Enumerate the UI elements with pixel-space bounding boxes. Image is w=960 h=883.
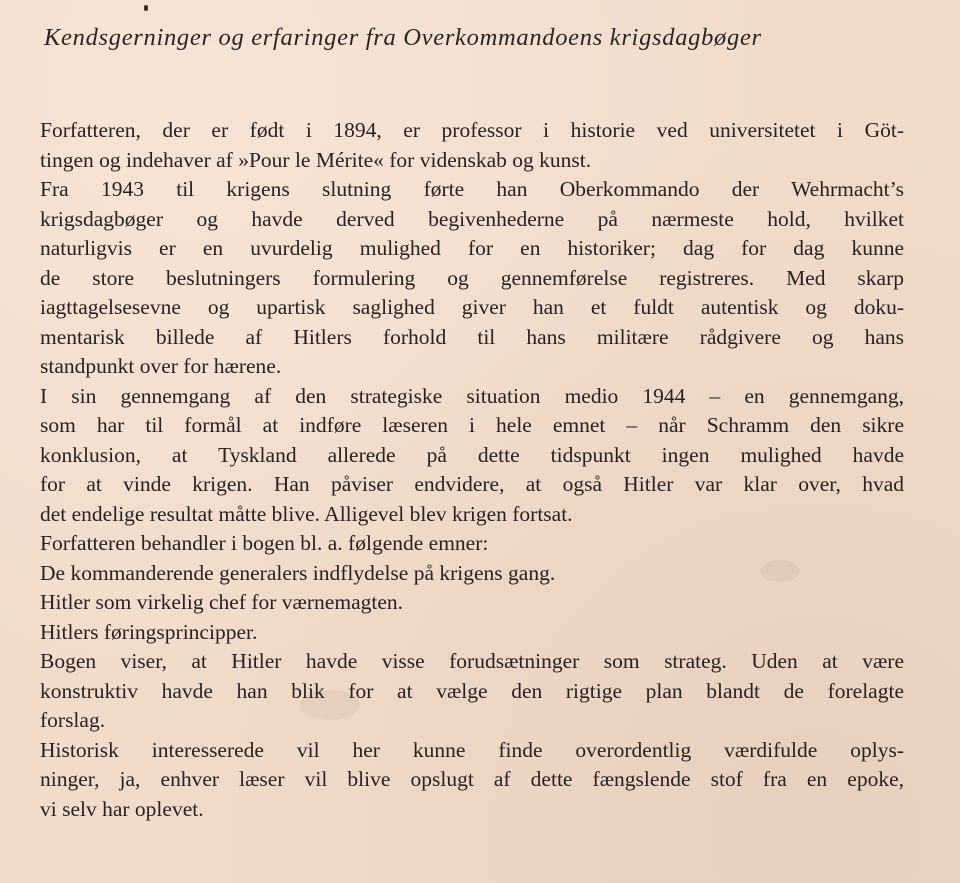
text-line: Hitler som virkelig chef for værnemagten. <box>40 590 404 614</box>
text-line: ninger, ja, enhver læser vil blive opslugt af dette fængslende stof fra en epoke, <box>40 767 904 791</box>
text-line: standpunkt over for hærene. <box>40 354 282 378</box>
text-line: forslag. <box>40 708 106 732</box>
page-title: Kendsgerninger og erfaringer fra Overkommandoens krigsdagbøger <box>44 24 762 51</box>
text-line: Historisk interesserede vil her kunne finde overordentlig værdifulde oplys- <box>40 737 904 762</box>
text-line: vi selv har oplevet. <box>40 796 204 821</box>
text-line: som har til formål at indføre læseren i hele emnet – når Schramm den sikre <box>40 413 904 437</box>
text-line: for at vinde krigen. Han påviser endvidere, at også Hitler var klar over, hvad <box>40 472 904 496</box>
text-line: naturligvis er en uvurdelig mulighed for en historiker; dag for dag kunne <box>40 236 904 260</box>
text-line: Fra 1943 til krigens slutning førte han Oberkommando der Wehrmacht’s <box>40 177 904 201</box>
text-line: krigsdagbøger og havde derved begivenhederne på nærmeste hold, hvilket <box>40 206 904 231</box>
text-line: Forfatteren behandler i bogen bl. a. følgende emner: <box>40 531 489 555</box>
text-line: Bogen viser, at Hitler havde visse forudsætninger som strateg. Uden at være <box>40 649 904 673</box>
text-line: konstruktiv havde han blik for at vælge den rigtige plan blandt de forelagte <box>40 678 904 703</box>
text-line: det endelige resultat måtte blive. Alligevel blev krigen fortsat. <box>40 501 573 526</box>
text-line: De kommanderende generalers indflydelse på krigens gang. <box>40 560 556 585</box>
ink-speck <box>144 5 148 11</box>
text-line: I sin gennemgang af den strategiske situation medio 1944 – en gennemgang, <box>40 383 904 408</box>
text-line: de store beslutningers formulering og gennemførelse registreres. Med skarp <box>40 265 904 290</box>
text-line: Hitlers føringsprincipper. <box>40 619 258 644</box>
text-line: iagttagelsesevne og upartisk saglighed giver han et fuldt autentisk og doku- <box>40 295 904 319</box>
text-line: tingen og indehaver af »Pour le Mérite« for videnskab og kunst. <box>40 147 592 172</box>
text-line: mentarisk billede af Hitlers forhold til hans militære rådgivere og hans <box>40 324 904 349</box>
body-text <box>40 116 904 824</box>
text-line: Forfatteren, der er født i 1894, er professor i historie ved universitetet i Göt- <box>40 118 904 142</box>
text-line: konklusion, at Tyskland allerede på dette tidspunkt ingen mulighed havde <box>40 442 904 467</box>
